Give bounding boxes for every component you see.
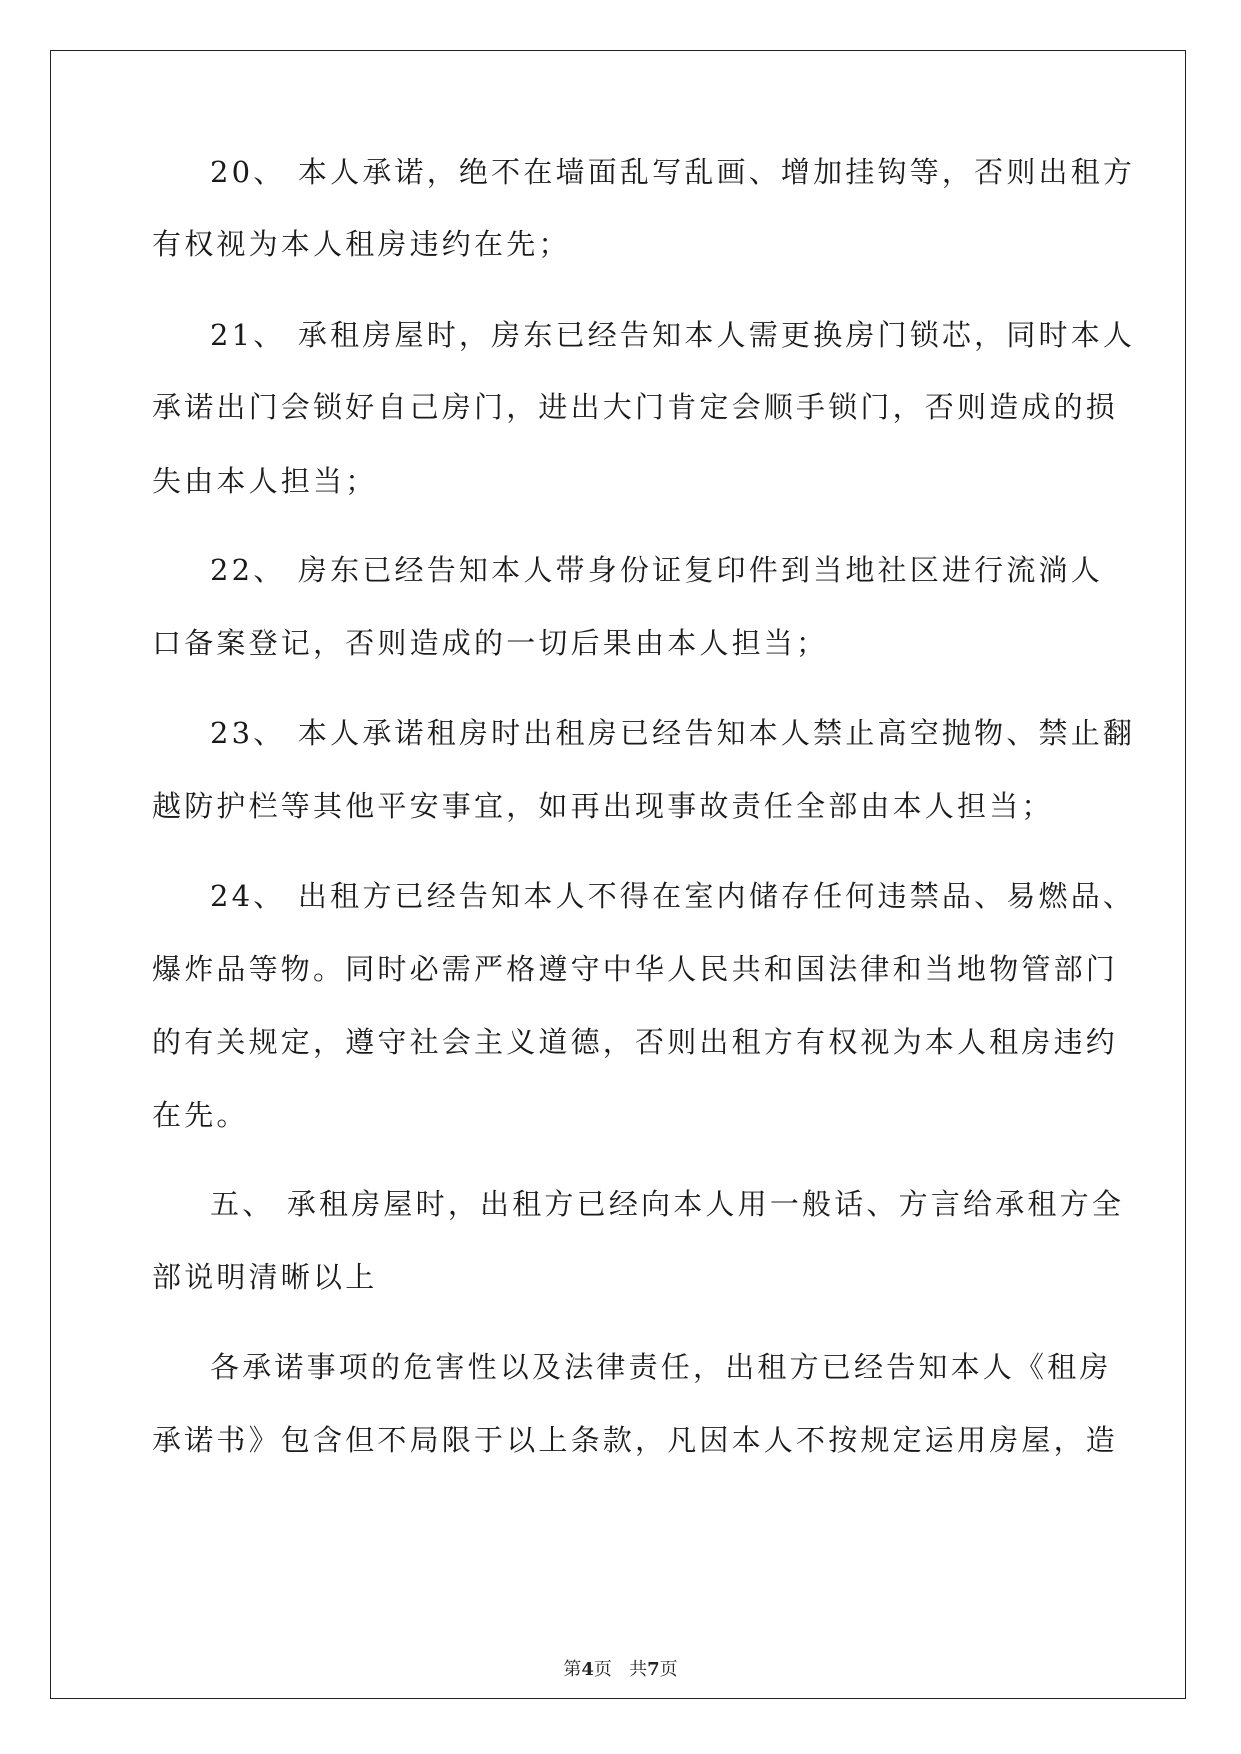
page-footer xyxy=(0,1658,1241,1682)
paragraph-5-line-1: 五、 承租房屋时，出租方已经向本人用一般话、方言给承租方全 xyxy=(210,1187,1125,1221)
paragraph-24-line-4: 在先。 xyxy=(152,1098,249,1132)
paragraph-22-line-1: 22、 房东已经告知本人带身份证复印件到当地社区进行流淌人 xyxy=(210,553,1103,587)
paragraph-tail-line-1: 各承诺事项的危害性以及法律责任，出租方已经告知本人《租房 xyxy=(210,1350,1112,1384)
footer-total-pages: 7 xyxy=(647,1659,660,1680)
paragraph-21-line-1: 21、 承租房屋时，房东已经告知本人需更换房门锁芯，同时本人 xyxy=(210,318,1136,352)
paragraph-21-line-2: 承诺出门会锁好自己房门，进出大门肯定会顺手锁门，否则造成的损 xyxy=(152,390,1119,424)
paragraph-20-line-1: 20、 本人承诺，绝不在墙面乱写乱画、增加挂钩等，否则出租方 xyxy=(210,155,1136,189)
paragraph-5-line-2: 部说明清晰以上 xyxy=(152,1260,378,1294)
paragraph-20-line-2: 有权视为本人租房违约在先； xyxy=(152,227,571,261)
paragraph-23-line-2: 越防护栏等其他平安事宜，如再出现事故责任全部由本人担当； xyxy=(152,789,1054,823)
footer-total-prefix: 共 xyxy=(629,1659,648,1680)
paragraph-21-line-3: 失由本人担当； xyxy=(152,464,378,498)
paragraph-23-line-1: 23、 本人承诺租房时出租房已经告知本人禁止高空抛物、禁止翻 xyxy=(210,716,1136,750)
footer-page-suffix: 页 xyxy=(593,1659,612,1680)
paragraph-24-line-1: 24、 出租方已经告知本人不得在室内储存任何违禁品、易燃品、 xyxy=(210,879,1136,913)
footer-page-prefix: 第 xyxy=(563,1659,582,1680)
paragraph-24-line-3: 的有关规定，遵守社会主义道德，否则出租方有权视为本人租房违约 xyxy=(152,1025,1119,1059)
paragraph-tail-line-2: 承诺书》包含但不局限于以上条款，凡因本人不按规定运用房屋，造 xyxy=(152,1423,1119,1457)
paragraph-24-line-2: 爆炸品等物。同时必需严格遵守中华人民共和国法律和当地物管部门 xyxy=(152,952,1119,986)
footer-page-number: 4 xyxy=(581,1659,594,1680)
paragraph-22-line-2: 口备案登记，否则造成的一切后果由本人担当； xyxy=(152,626,829,660)
footer-total-suffix: 页 xyxy=(659,1659,678,1680)
